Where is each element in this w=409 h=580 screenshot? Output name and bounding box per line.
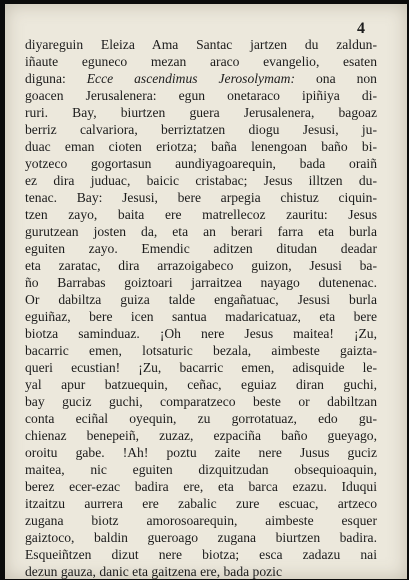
text-line: dezun gauza, danic eta gaitzena ere, bada pozic bbox=[25, 564, 282, 579]
text-line: eguiten zayo. Emendic aditzen ditudan deadar bbox=[25, 241, 377, 256]
text-line: biotza saminduaz. ¡Oh nere Jesus maitea! ¡Zu, bbox=[25, 326, 377, 341]
text-line: eta zaratac, dira arrazoigabeco guizon, Jesusi ba- bbox=[25, 258, 377, 273]
page-number: 4 bbox=[357, 20, 365, 37]
text-line: ruri. Bay, biurtzen guera Jerusalenera, bagoaz bbox=[25, 105, 377, 120]
text-line: duac eman cioten eriotza; baña lenengoan baño bi- bbox=[25, 139, 377, 154]
text-line: ez dira juduac, baicic cristabac; Jesus illtzen du- bbox=[25, 173, 377, 188]
text-line: berez ecer-ezac badira ere, eta barca ezazu. Iduqui bbox=[25, 479, 377, 494]
text-line: queri ecustian! ¡Zu, bacarric emen, adisquide le- bbox=[25, 360, 377, 375]
text-line: itzaitzu aurrera ere zabalic zure escuac, artzeco bbox=[25, 496, 377, 511]
text-line: yal apur batzuequin, ceñac, eguiaz diran guchi, bbox=[25, 377, 377, 392]
text-line: conta eciñal oyequin, zu gorrotatuaz, edo gu- bbox=[25, 411, 377, 426]
text-line: goacen Jerusalenera: egun onetaraco ipiñiya di- bbox=[25, 88, 377, 103]
text-line: bacarric emen, lotsaturic bezala, aimbeste gaizta- bbox=[25, 343, 377, 358]
text-line: ño Barrabas goiztoari jarraitzea nayago dutenenac. bbox=[25, 275, 377, 290]
text-line: chienaz benepeiñ, zuzaz, ezpaciña baño gueyago, bbox=[25, 428, 377, 443]
text-line: diguna: Ecce ascendimus Jerosolymam: ona non bbox=[25, 71, 377, 86]
text-line: eguiñaz, bere icen santua madaricatuaz, eta bere bbox=[25, 309, 377, 324]
book-page bbox=[5, 4, 407, 579]
text-line: gaiztoco, baldin gueroago zugana biurtzen badira. bbox=[25, 530, 377, 545]
body-text bbox=[25, 36, 377, 580]
text-line: zugana biotz amorosoarequin, aimbeste esquer bbox=[25, 513, 377, 528]
text-line: berriz calvariora, berriztatzen diogu Jesusi, ju- bbox=[25, 122, 377, 137]
text-line: tenac. Bay: Jesusi, bere arpegia chistuz ciquin- bbox=[25, 190, 377, 205]
text-line: tzen zayo, baita ere matrellecoz zauritu: Jesus bbox=[25, 207, 377, 222]
text-line: bay guciz guchi, comparatzeco beste or dabiltzan bbox=[25, 394, 377, 409]
text-line: gurutzean josten da, eta an berari farra eta burla bbox=[25, 224, 377, 239]
text-line: Or dabiltza guiza talde engañatuac, Jesusi burla bbox=[25, 292, 377, 307]
text-line: oroitu gabe. !Ah! poztu zaite nere Jusus guciz bbox=[25, 445, 377, 460]
text-line: diyareguin Eleiza Ama Santac jartzen du zaldun- bbox=[25, 37, 377, 52]
text-line: maitea, nic eguiten dizquitzudan obsequioaquin, bbox=[25, 462, 377, 477]
text-line: iñaute eguneco mezan araco evangelio, esaten bbox=[25, 54, 377, 69]
text-line: Esqueiñtzen dizut nere biotza; esca zadazu nai bbox=[25, 547, 377, 562]
text-line: yotzeco gogortasun aundiyagoarequin, bada oraiñ bbox=[25, 156, 377, 171]
